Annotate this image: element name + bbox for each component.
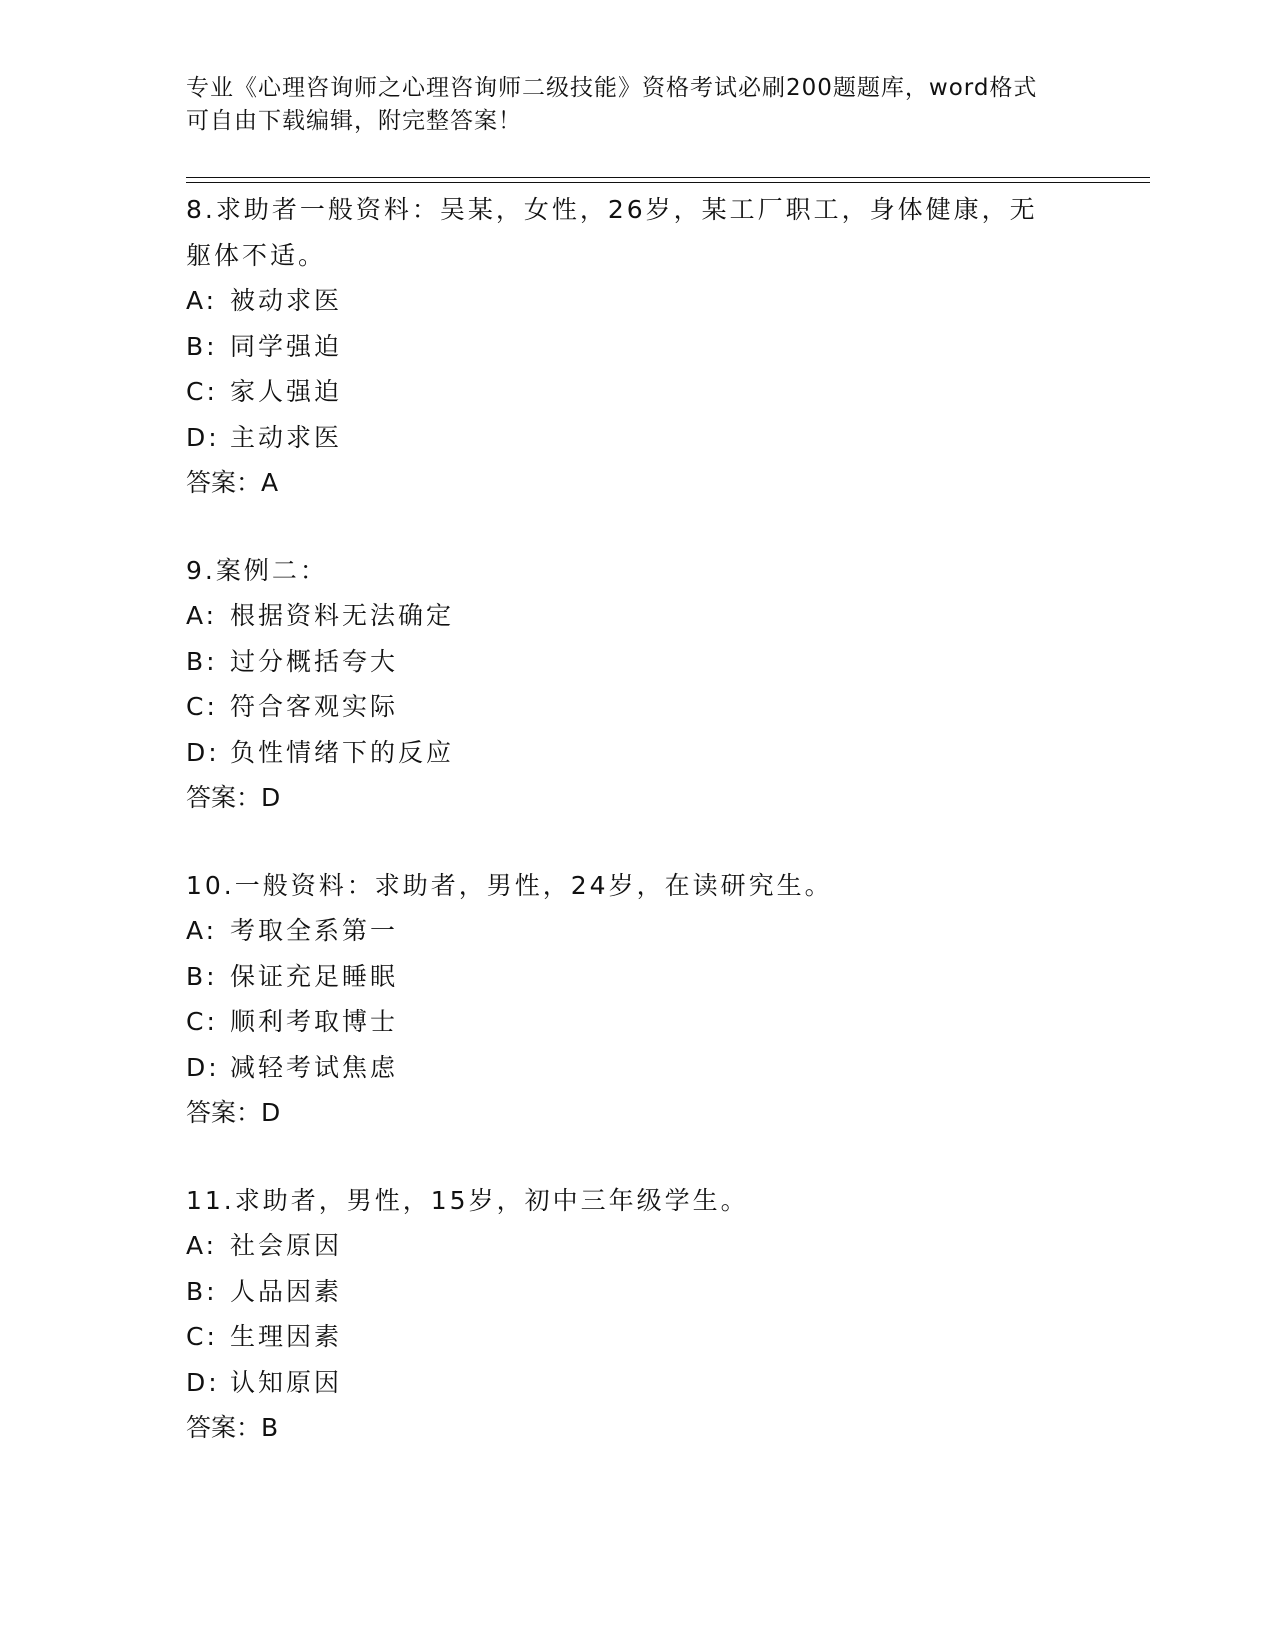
option-text: 被动求医: [230, 286, 343, 315]
option-key: B:: [186, 961, 218, 991]
option-key: D:: [186, 1367, 220, 1397]
answer-option: [186, 415, 1086, 461]
question-stem: 9.案例二：: [186, 555, 328, 585]
option-key: A:: [186, 601, 218, 630]
answer-line: 答案：B: [186, 1413, 279, 1442]
option-key: C:: [186, 1007, 218, 1036]
option-text: 顺利考取博士: [230, 1007, 399, 1036]
option-key: C:: [186, 1322, 218, 1351]
option-key: B:: [186, 331, 218, 361]
question-block: [186, 187, 1086, 506]
header-divider-top: [186, 177, 1150, 178]
option-key: A:: [186, 916, 218, 945]
answer-option: [186, 1314, 1086, 1360]
option-text: 保证充足睡眠: [230, 961, 399, 991]
option-text: 负性情绪下的反应: [230, 737, 455, 767]
question-block: [186, 863, 1086, 1136]
option-text: 社会原因: [230, 1231, 343, 1260]
question-stem: 10.一般资料：求助者，男性，24岁，在读研究生。: [186, 870, 833, 900]
option-text: 符合客观实际: [230, 692, 399, 721]
answer-option: [186, 1223, 1086, 1269]
question-stem: 8.求助者一般资料：吴某，女性，26岁，某工厂职工，身体健康，无: [186, 195, 1038, 224]
option-text: 过分概括夸大: [230, 646, 399, 676]
answer-option: [186, 1360, 1086, 1406]
option-key: D:: [186, 422, 220, 452]
option-text: 家人强迫: [230, 377, 343, 406]
option-text: 考取全系第一: [230, 916, 399, 945]
answer-option: [186, 639, 1086, 685]
question-block: [186, 1178, 1086, 1451]
option-key: B:: [186, 646, 218, 676]
option-key: C:: [186, 377, 218, 406]
question-stem: 躯体不适。: [186, 240, 327, 270]
option-text: 认知原因: [230, 1367, 343, 1397]
option-text: 减轻考试焦虑: [230, 1052, 399, 1082]
header-line-1: 专业《心理咨询师之心理咨询师二级技能》资格考试必刷200题题库，word格式: [186, 75, 1038, 101]
option-key: D:: [186, 737, 220, 767]
option-key: A:: [186, 286, 218, 315]
answer-option: [186, 278, 1086, 324]
option-text: 根据资料无法确定: [230, 601, 455, 630]
header-divider-bottom: [186, 182, 1150, 183]
question-stem: 11.求助者，男性，15岁，初中三年级学生。: [186, 1185, 749, 1215]
answer-option: [186, 1045, 1086, 1091]
option-key: C:: [186, 692, 218, 721]
answer-option: [186, 1269, 1086, 1315]
option-text: 人品因素: [230, 1276, 343, 1306]
question-list: [186, 187, 1086, 1493]
option-key: B:: [186, 1276, 218, 1306]
answer-option: [186, 593, 1086, 639]
question-block: [186, 548, 1086, 821]
document-header: [186, 72, 1066, 138]
answer-option: [186, 684, 1086, 730]
answer-line: 答案：A: [186, 468, 279, 497]
answer-option: [186, 730, 1086, 776]
option-key: A:: [186, 1231, 218, 1260]
answer-option: [186, 908, 1086, 954]
answer-option: [186, 369, 1086, 415]
option-key: D:: [186, 1052, 220, 1082]
answer-option: [186, 999, 1086, 1045]
answer-option: [186, 324, 1086, 370]
answer-line: 答案：D: [186, 783, 281, 812]
header-line-2: 可自由下载编辑，附完整答案！: [186, 108, 522, 134]
answer-option: [186, 954, 1086, 1000]
option-text: 生理因素: [230, 1322, 343, 1351]
option-text: 同学强迫: [230, 331, 343, 361]
answer-line: 答案：D: [186, 1098, 281, 1127]
option-text: 主动求医: [230, 422, 343, 452]
